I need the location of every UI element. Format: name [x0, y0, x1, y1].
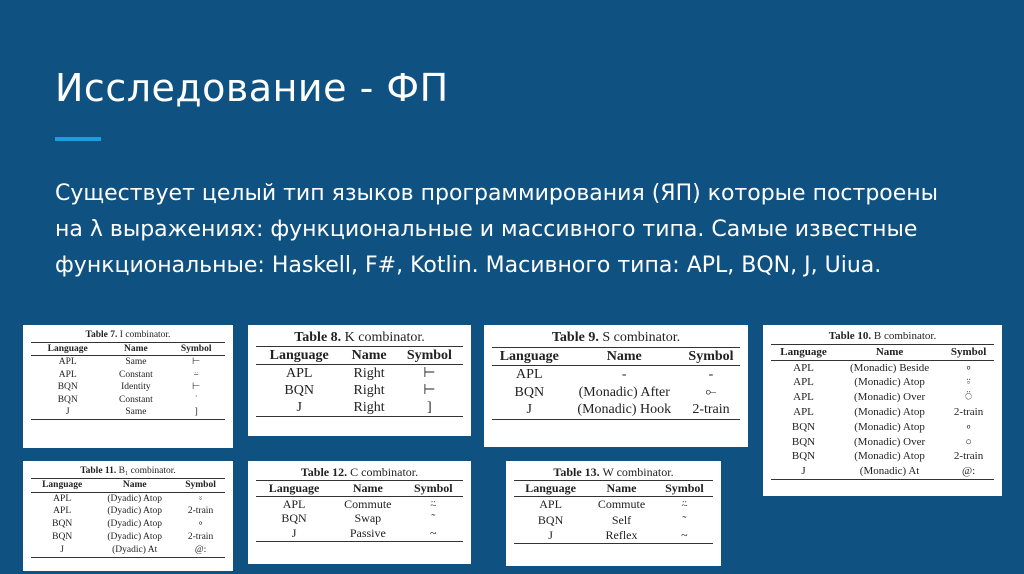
table-cell: Same — [125, 357, 147, 367]
table-cell: Commute — [597, 497, 646, 512]
table-row — [31, 406, 225, 419]
table-cell: (Monadic) Atop — [854, 405, 925, 418]
table-cell: (Monadic) At — [836, 464, 943, 479]
table-card — [506, 461, 721, 566]
combinator-table — [31, 342, 225, 420]
table-cell: Constant — [119, 369, 153, 380]
column-header: Language — [514, 481, 587, 497]
table-cell: (Dyadic) Atop — [107, 493, 163, 504]
table-cell: J — [492, 401, 567, 419]
table-cell: (Monadic) Atop — [854, 450, 925, 463]
table-number: Table 12. — [300, 465, 348, 479]
table-cell: J — [31, 544, 93, 557]
slide-body-text: Существует целый тип языков программирования (ЯП) которые построены на λ выражениях: функциональные и массивного типа. Самые известные функциональные: Haskell, F#, Kotlin. Масивного типа: APL, BQN, J, Uiua. — [55, 181, 939, 278]
table-cell: ] — [396, 399, 463, 417]
table-cell: (Monadic) Over — [854, 435, 926, 448]
table-name: I combinator. — [119, 330, 171, 340]
table-number: Table 9. — [551, 330, 599, 345]
combinator-table — [31, 478, 225, 558]
table-cell: Right — [353, 383, 385, 398]
table-header-row — [31, 342, 225, 356]
table-cell: (Monadic) After — [578, 384, 670, 400]
combinator-table — [492, 347, 740, 420]
table-row — [771, 375, 994, 390]
table-cell: ˙ — [194, 394, 198, 405]
table-card — [23, 325, 233, 448]
title-accent-line — [55, 137, 101, 141]
table-cell: Right — [342, 399, 395, 417]
table-cell: BQN — [52, 531, 73, 542]
table-name: S combinator. — [602, 330, 681, 345]
table-caption — [256, 465, 463, 480]
column-header: Name — [93, 478, 176, 492]
table-cell: ~ — [404, 526, 463, 541]
table-row — [256, 365, 463, 383]
table-cell: ˜ — [431, 511, 436, 526]
table-row — [771, 435, 994, 450]
table-caption — [492, 329, 740, 347]
column-header: Language — [31, 478, 93, 492]
column-header: Name — [567, 347, 682, 366]
table-cell: 2-train — [953, 450, 984, 463]
table-cell: ⊢ — [192, 357, 201, 367]
column-header: Symbol — [167, 342, 225, 356]
table-row — [256, 399, 463, 417]
table-name: B combinator. — [873, 330, 937, 342]
table-cell: APL — [53, 493, 72, 504]
table-cell: (Monadic) Atop — [854, 420, 925, 433]
table-cell: APL — [516, 367, 543, 382]
column-header: Symbol — [682, 347, 740, 366]
table-row — [514, 528, 713, 544]
table-number: Table 11. — [80, 466, 117, 476]
table-number: Table 13. — [553, 465, 600, 479]
table-caption — [771, 329, 994, 344]
table-number: Table 8. — [294, 330, 342, 345]
table-cell: Commute — [344, 496, 392, 511]
table-row — [31, 369, 225, 382]
table-cell: APL — [285, 366, 313, 381]
table-name: B₁ combinator. — [118, 466, 176, 476]
column-header: Symbol — [656, 481, 713, 497]
table-cell: 2-train — [187, 506, 214, 517]
table-cell: (Monadic) Beside — [850, 361, 930, 374]
table-cell: ⍨ — [193, 369, 200, 380]
table-cell: BQN — [57, 394, 78, 405]
table-cell: (Monadic) Atop — [854, 376, 925, 389]
table-caption — [256, 329, 463, 346]
table-cell: Swap — [354, 511, 382, 526]
table-header-row — [492, 347, 740, 366]
table-cell: Identity — [121, 382, 151, 392]
table-cell: APL — [282, 496, 306, 511]
table-cell: Right — [353, 366, 385, 381]
column-header: Language — [771, 344, 836, 360]
table-name: W combinator. — [602, 465, 674, 479]
table-cell: BQN — [281, 511, 307, 526]
table-cell: (Dyadic) At — [93, 544, 176, 557]
column-header: Language — [256, 480, 332, 496]
table-cell: Self — [611, 512, 632, 527]
table-header-row — [256, 480, 463, 496]
table-cell: BQN — [284, 383, 314, 398]
table-cell: (Dyadic) Atop — [107, 506, 163, 517]
table-cell: J — [256, 399, 342, 417]
table-cell: APL — [53, 506, 72, 517]
table-cell: Constant — [119, 394, 153, 405]
table-cell: (Monadic) Hook — [567, 401, 682, 419]
column-header: Symbol — [404, 480, 463, 496]
column-header: Name — [587, 481, 656, 497]
table-row — [514, 513, 713, 528]
table-cell: BQN — [52, 519, 73, 530]
table-cell: BQN — [57, 382, 78, 392]
table-row — [514, 497, 713, 513]
table-header-row — [514, 481, 713, 497]
table-caption — [514, 465, 713, 480]
column-header: Name — [332, 480, 403, 496]
column-header: Name — [342, 347, 395, 365]
table-card — [484, 325, 748, 447]
table-cell: ~ — [656, 528, 713, 544]
table-row — [31, 518, 225, 531]
table-cell: BQN — [791, 450, 816, 463]
table-row — [771, 405, 994, 420]
table-cell: @: — [176, 544, 225, 557]
table-number: Table 10. — [828, 330, 872, 342]
column-header: Name — [836, 344, 943, 360]
table-cell: 2-train — [187, 531, 214, 542]
table-row — [771, 390, 994, 405]
combinator-table — [256, 346, 463, 417]
table-cell: ⊢ — [192, 382, 201, 392]
table-row — [31, 531, 225, 544]
column-header: Symbol — [943, 344, 994, 360]
table-cell: ˜ — [682, 512, 687, 527]
table-caption — [31, 465, 225, 478]
table-cell: @: — [943, 464, 994, 479]
table-row — [256, 511, 463, 526]
column-header: Symbol — [176, 478, 225, 492]
table-cell: APL — [793, 405, 814, 418]
table-caption — [31, 329, 225, 342]
table-cell: BQN — [791, 435, 816, 448]
table-row — [771, 420, 994, 435]
table-card — [248, 461, 471, 564]
combinator-table — [514, 480, 713, 544]
column-header: Language — [256, 347, 342, 365]
table-cell: ⟜ — [705, 384, 717, 400]
table-cell: ○ — [965, 435, 972, 448]
table-row — [31, 505, 225, 518]
table-cell: ∘ — [197, 519, 204, 530]
table-cell: ⍨ — [680, 497, 689, 512]
table-cell: ⊢ — [423, 366, 436, 381]
table-row — [492, 366, 740, 384]
table-row — [31, 492, 225, 505]
table-cell: APL — [793, 376, 814, 389]
table-cell: APL — [793, 391, 814, 404]
table-cell: 2-train — [682, 401, 740, 419]
table-row — [31, 394, 225, 407]
table-cell: Same — [104, 406, 167, 419]
table-cell: ⍥ — [965, 391, 972, 404]
table-card — [23, 461, 233, 571]
table-cell: BQN — [791, 420, 816, 433]
table-header-row — [256, 347, 463, 365]
table-card — [763, 325, 1002, 496]
table-cell: BQN — [537, 512, 564, 527]
table-cell: ⍨ — [429, 496, 437, 511]
slide-title: Исследование - ФП — [55, 66, 449, 110]
table-card — [248, 325, 471, 436]
table-row — [256, 526, 463, 541]
table-cell: J — [771, 464, 836, 479]
table-row — [31, 356, 225, 369]
table-cell: Passive — [332, 526, 403, 541]
combinator-table — [771, 344, 994, 480]
table-cell: (Dyadic) Atop — [107, 531, 163, 542]
table-row — [256, 496, 463, 511]
table-cell: APL — [793, 361, 814, 374]
table-row — [492, 401, 740, 419]
table-cell: BQN — [514, 384, 545, 400]
column-header: Symbol — [396, 347, 463, 365]
table-cell: ⊢ — [423, 383, 436, 398]
table-cell: ∘ — [965, 420, 973, 433]
table-name: C combinator. — [350, 465, 419, 479]
table-row — [492, 384, 740, 402]
table-cell: (Dyadic) Atop — [107, 519, 163, 530]
table-cell: - — [708, 367, 714, 382]
table-row — [771, 449, 994, 464]
table-cell: J — [514, 528, 587, 544]
table-row — [31, 381, 225, 394]
table-row — [771, 464, 994, 479]
table-cell: ] — [167, 406, 225, 419]
table-row — [256, 382, 463, 399]
table-cell: J — [256, 526, 332, 541]
table-cell: J — [31, 406, 104, 419]
table-cell: APL — [539, 497, 562, 512]
column-header: Name — [104, 342, 167, 356]
table-row — [31, 544, 225, 557]
table-cell: ⍤ — [965, 376, 972, 389]
column-header: Language — [31, 342, 104, 356]
table-cell: APL — [58, 357, 77, 367]
table-header-row — [31, 478, 225, 492]
table-cell: ∘ — [965, 361, 973, 374]
table-row — [771, 360, 994, 375]
table-name: K combinator. — [344, 330, 425, 345]
table-cell: Reflex — [587, 528, 656, 544]
column-header: Language — [492, 347, 567, 366]
table-cell: APL — [58, 369, 77, 380]
table-header-row — [771, 344, 994, 360]
table-cell: (Monadic) Over — [854, 391, 926, 404]
table-number: Table 7. — [85, 330, 118, 340]
combinator-table — [256, 480, 463, 542]
table-cell: - — [621, 367, 627, 382]
table-cell: ⍤ — [197, 493, 204, 504]
table-cell: 2-train — [953, 405, 984, 418]
